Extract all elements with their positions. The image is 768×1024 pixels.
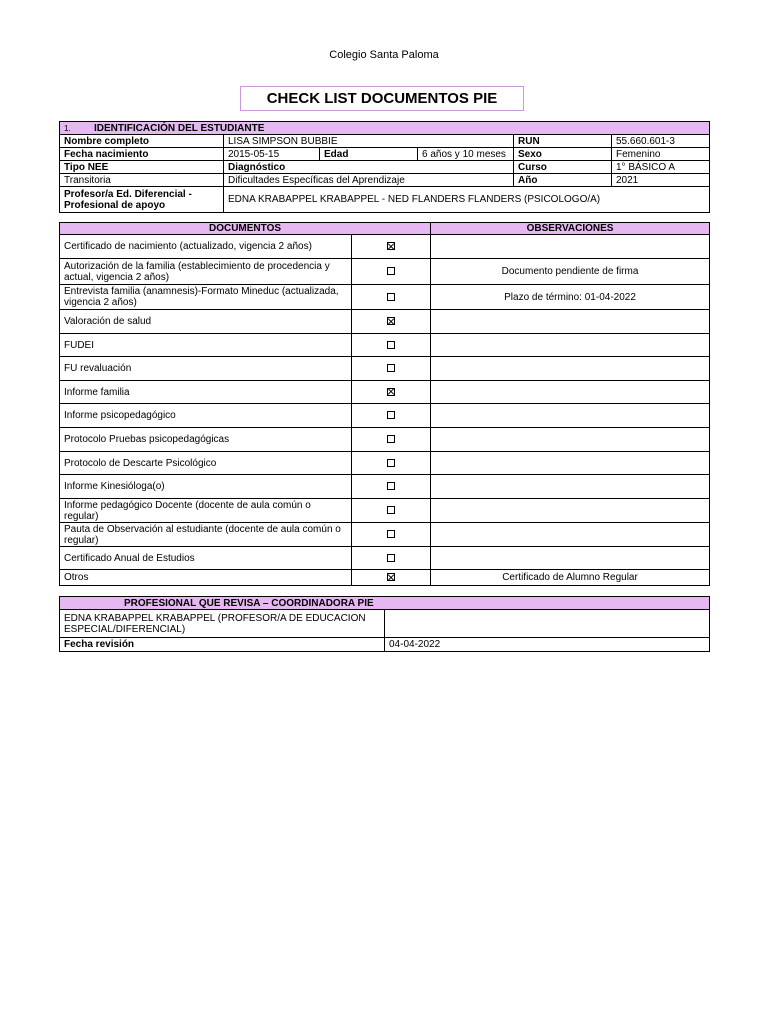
document-row bbox=[60, 452, 710, 475]
reviewer-name: EDNA KRABAPPEL KRABAPPEL (PROFESOR/A DE EDUCACION ESPECIAL/DIFERENCIAL) bbox=[60, 610, 385, 638]
document-name: Autorización de la familia (establecimiento de procedencia y actual, vigencia 2 años) bbox=[60, 259, 352, 285]
student-identification-table bbox=[59, 121, 710, 213]
document-check-cell bbox=[352, 235, 431, 259]
document-name: Certificado Anual de Estudios bbox=[60, 547, 352, 570]
document-title: CHECK LIST DOCUMENTOS PIE bbox=[240, 86, 524, 111]
document-observation bbox=[431, 547, 710, 570]
document-observation bbox=[431, 357, 710, 381]
sexo-label: Sexo bbox=[514, 148, 612, 161]
fecha-nacimiento-label: Fecha nacimiento bbox=[60, 148, 224, 161]
curso-label: Curso bbox=[514, 161, 612, 174]
nombre-value: LISA SIMPSON BUBBIE bbox=[224, 135, 514, 148]
document-row bbox=[60, 285, 710, 310]
document-check-cell bbox=[352, 452, 431, 475]
unchecked-checkbox[interactable] bbox=[387, 364, 395, 372]
unchecked-checkbox[interactable] bbox=[387, 530, 395, 538]
run-value: 55.660.601-3 bbox=[612, 135, 710, 148]
document-row bbox=[60, 334, 710, 357]
identification-header: 1. IDENTIFICACIÓN DEL ESTUDIANTE bbox=[60, 122, 710, 135]
documents-checklist-table bbox=[59, 222, 710, 586]
document-check-cell bbox=[352, 547, 431, 570]
edad-value: 6 años y 10 meses bbox=[418, 148, 514, 161]
review-table bbox=[59, 596, 710, 652]
document-name: Valoración de salud bbox=[60, 310, 352, 334]
checked-checkbox[interactable] bbox=[387, 317, 395, 325]
unchecked-checkbox[interactable] bbox=[387, 411, 395, 419]
document-name: Informe familia bbox=[60, 381, 352, 404]
document-check-cell bbox=[352, 570, 431, 586]
document-check-cell bbox=[352, 310, 431, 334]
document-check-cell bbox=[352, 499, 431, 523]
document-check-cell bbox=[352, 334, 431, 357]
fecha-revision-value: 04-04-2022 bbox=[385, 638, 710, 652]
nombre-label: Nombre completo bbox=[60, 135, 224, 148]
profesor-label: Profesor/a Ed. Diferencial - Profesional de apoyo bbox=[60, 187, 224, 213]
unchecked-checkbox[interactable] bbox=[387, 293, 395, 301]
document-name: FUDEI bbox=[60, 334, 352, 357]
document-observation bbox=[431, 452, 710, 475]
document-observation bbox=[431, 523, 710, 547]
document-name: Protocolo Pruebas psicopedagógicas bbox=[60, 428, 352, 452]
unchecked-checkbox[interactable] bbox=[387, 435, 395, 443]
document-observation bbox=[431, 381, 710, 404]
document-row bbox=[60, 404, 710, 428]
document-row bbox=[60, 475, 710, 499]
document-check-cell bbox=[352, 404, 431, 428]
document-row bbox=[60, 259, 710, 285]
tipo-nee-label: Tipo NEE bbox=[60, 161, 224, 174]
unchecked-checkbox[interactable] bbox=[387, 482, 395, 490]
reviewer-signature-cell bbox=[385, 610, 710, 638]
document-observation bbox=[431, 499, 710, 523]
edad-label: Edad bbox=[320, 148, 418, 161]
checked-checkbox[interactable] bbox=[387, 573, 395, 581]
document-check-cell bbox=[352, 357, 431, 381]
diagnostico-value: Dificultades Específicas del Aprendizaje bbox=[224, 174, 514, 187]
document-name: FU revaluación bbox=[60, 357, 352, 381]
document-check-cell bbox=[352, 285, 431, 310]
document-name: Informe pedagógico Docente (docente de aula común o regular) bbox=[60, 499, 352, 523]
document-check-cell bbox=[352, 381, 431, 404]
document-observation bbox=[431, 428, 710, 452]
document-row bbox=[60, 235, 710, 259]
document-row bbox=[60, 523, 710, 547]
document-check-cell bbox=[352, 428, 431, 452]
document-row bbox=[60, 499, 710, 523]
sexo-value: Femenino bbox=[612, 148, 710, 161]
document-name: Informe Kinesióloga(o) bbox=[60, 475, 352, 499]
tipo-nee-value: Transitoria bbox=[60, 174, 224, 187]
document-observation: Plazo de término: 01-04-2022 bbox=[431, 285, 710, 310]
anio-label: Año bbox=[514, 174, 612, 187]
document-row bbox=[60, 570, 710, 586]
unchecked-checkbox[interactable] bbox=[387, 341, 395, 349]
fecha-nacimiento-value: 2015-05-15 bbox=[224, 148, 320, 161]
school-name: Colegio Santa Paloma bbox=[329, 49, 439, 61]
document-name: Pauta de Observación al estudiante (docente de aula común o regular) bbox=[60, 523, 352, 547]
diagnostico-label: Diagnóstico bbox=[224, 161, 514, 174]
unchecked-checkbox[interactable] bbox=[387, 554, 395, 562]
documents-column-header: DOCUMENTOS bbox=[60, 223, 431, 235]
unchecked-checkbox[interactable] bbox=[387, 267, 395, 275]
document-name: Entrevista familia (anamnesis)-Formato Mineduc (actualizada, vigencia 2 años) bbox=[60, 285, 352, 310]
document-observation bbox=[431, 334, 710, 357]
document-row bbox=[60, 310, 710, 334]
document-observation: Certificado de Alumno Regular bbox=[431, 570, 710, 586]
document-check-cell bbox=[352, 259, 431, 285]
curso-value: 1° BÁSICO A bbox=[612, 161, 710, 174]
document-row bbox=[60, 357, 710, 381]
document-name: Protocolo de Descarte Psicológico bbox=[60, 452, 352, 475]
run-label: RUN bbox=[514, 135, 612, 148]
fecha-revision-label: Fecha revisión bbox=[60, 638, 385, 652]
document-row bbox=[60, 381, 710, 404]
document-observation bbox=[431, 404, 710, 428]
document-observation bbox=[431, 310, 710, 334]
unchecked-checkbox[interactable] bbox=[387, 459, 395, 467]
profesor-value: EDNA KRABAPPEL KRABAPPEL - NED FLANDERS FLANDERS (PSICOLOGO/A) bbox=[224, 187, 710, 213]
review-header: PROFESIONAL QUE REVISA – COORDINADORA PIE bbox=[60, 597, 710, 610]
document-observation bbox=[431, 235, 710, 259]
anio-value: 2021 bbox=[612, 174, 710, 187]
document-name: Certificado de nacimiento (actualizado, vigencia 2 años) bbox=[60, 235, 352, 259]
document-observation bbox=[431, 475, 710, 499]
document-row bbox=[60, 428, 710, 452]
checked-checkbox[interactable] bbox=[387, 388, 395, 396]
checked-checkbox[interactable] bbox=[387, 242, 395, 250]
document-name: Otros bbox=[60, 570, 352, 586]
unchecked-checkbox[interactable] bbox=[387, 506, 395, 514]
document-observation: Documento pendiente de firma bbox=[431, 259, 710, 285]
document-check-cell bbox=[352, 523, 431, 547]
document-row bbox=[60, 547, 710, 570]
document-check-cell bbox=[352, 475, 431, 499]
observations-column-header: OBSERVACIONES bbox=[431, 223, 710, 235]
document-name: Informe psicopedagógico bbox=[60, 404, 352, 428]
